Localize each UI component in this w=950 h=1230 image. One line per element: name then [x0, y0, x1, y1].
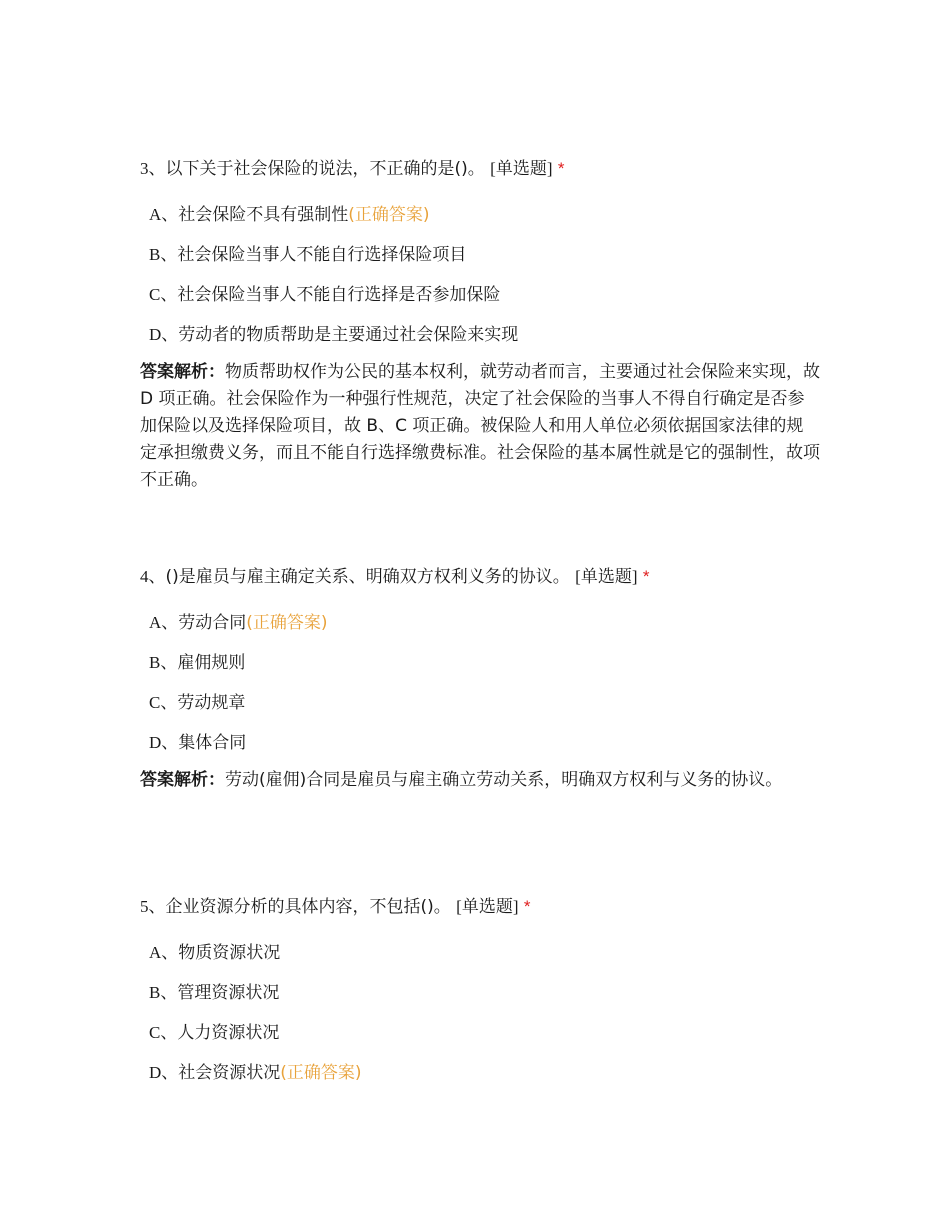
answer-analysis: [140, 767, 820, 794]
option-letter: C、: [149, 693, 178, 712]
option-c[interactable]: [149, 691, 820, 715]
option-text: 社会保险当事人不能自行选择是否参加保险: [177, 285, 501, 305]
option-letter: A、: [149, 943, 179, 962]
option-text: 雇佣规则: [177, 653, 246, 673]
correct-answer-label: (正确答案): [348, 205, 430, 225]
option-c[interactable]: [149, 283, 820, 307]
question-4: [140, 565, 820, 794]
analysis-text: 劳动(雇佣)合同是雇员与雇主确立劳动关系，明确双方权利与义务的协议。: [225, 770, 783, 790]
required-mark: *: [523, 897, 531, 916]
question-text: 以下关于社会保险的说法，不正确的是()。: [165, 159, 485, 179]
option-d[interactable]: [149, 731, 820, 755]
option-letter: B、: [149, 653, 178, 672]
option-b[interactable]: [149, 981, 820, 1005]
option-letter: B、: [149, 245, 178, 264]
question-5: [140, 895, 820, 1101]
option-b[interactable]: [149, 651, 820, 675]
option-d[interactable]: [149, 323, 820, 347]
option-letter: B、: [149, 983, 178, 1002]
option-a[interactable]: [149, 203, 820, 227]
question-number: 4、: [140, 567, 166, 586]
question-title: [140, 157, 820, 181]
analysis-label: 答案解析：: [140, 362, 225, 382]
option-list: [140, 203, 820, 347]
option-text: 劳动者的物质帮助是主要通过社会保险来实现: [178, 325, 519, 345]
question-title: [140, 895, 820, 919]
option-letter: C、: [149, 285, 178, 304]
question-type-label: [单选题]: [575, 567, 638, 586]
correct-answer-label: (正确答案): [246, 613, 328, 633]
analysis-text: 物质帮助权作为公民的基本权利，就劳动者而言，主要通过社会保险来实现，故 D 项正确。社会保险作为一种强行性规范，决定了社会保险的当事人不得自行确定是否参加保险以及选择保险项目，故 B、C 项正确。被保险人和用人单位必须依据国家法律的规定承担缴费义务，而且不能自行选择缴费标准。社会保险的基本属性就是它的强制性，故项不正确。: [140, 362, 820, 490]
option-letter: D、: [149, 733, 179, 752]
question-type-label: [单选题]: [456, 897, 519, 916]
option-text: 劳动合同: [178, 613, 247, 633]
analysis-label: 答案解析：: [140, 770, 225, 790]
question-title: [140, 565, 820, 589]
question-number: 5、: [140, 897, 166, 916]
option-letter: A、: [149, 613, 179, 632]
question-text: 企业资源分析的具体内容，不包括()。: [165, 897, 451, 917]
option-letter: D、: [149, 1063, 179, 1082]
option-a[interactable]: [149, 611, 820, 635]
question-3: [140, 157, 820, 494]
option-letter: A、: [149, 205, 179, 224]
question-text: ()是雇员与雇主确定关系、明确双方权利义务的协议。: [165, 567, 570, 587]
option-a[interactable]: [149, 941, 820, 965]
answer-analysis: [140, 359, 820, 494]
correct-answer-label: (正确答案): [280, 1063, 362, 1083]
option-text: 人力资源状况: [177, 1023, 280, 1043]
option-text: 物质资源状况: [178, 943, 281, 963]
question-number: 3、: [140, 159, 166, 178]
option-text: 社会保险不具有强制性: [178, 205, 349, 225]
option-text: 管理资源状况: [177, 983, 280, 1003]
option-c[interactable]: [149, 1021, 820, 1045]
option-letter: D、: [149, 325, 179, 344]
option-d[interactable]: [149, 1061, 820, 1085]
required-mark: *: [557, 159, 565, 178]
option-text: 劳动规章: [177, 693, 246, 713]
option-list: [140, 611, 820, 755]
option-text: 社会资源状况: [178, 1063, 281, 1083]
required-mark: *: [642, 567, 650, 586]
question-type-label: [单选题]: [490, 159, 553, 178]
option-text: 社会保险当事人不能自行选择保险项目: [177, 245, 467, 265]
option-letter: C、: [149, 1023, 178, 1042]
option-list: [140, 941, 820, 1085]
option-text: 集体合同: [178, 733, 247, 753]
option-b[interactable]: [149, 243, 820, 267]
